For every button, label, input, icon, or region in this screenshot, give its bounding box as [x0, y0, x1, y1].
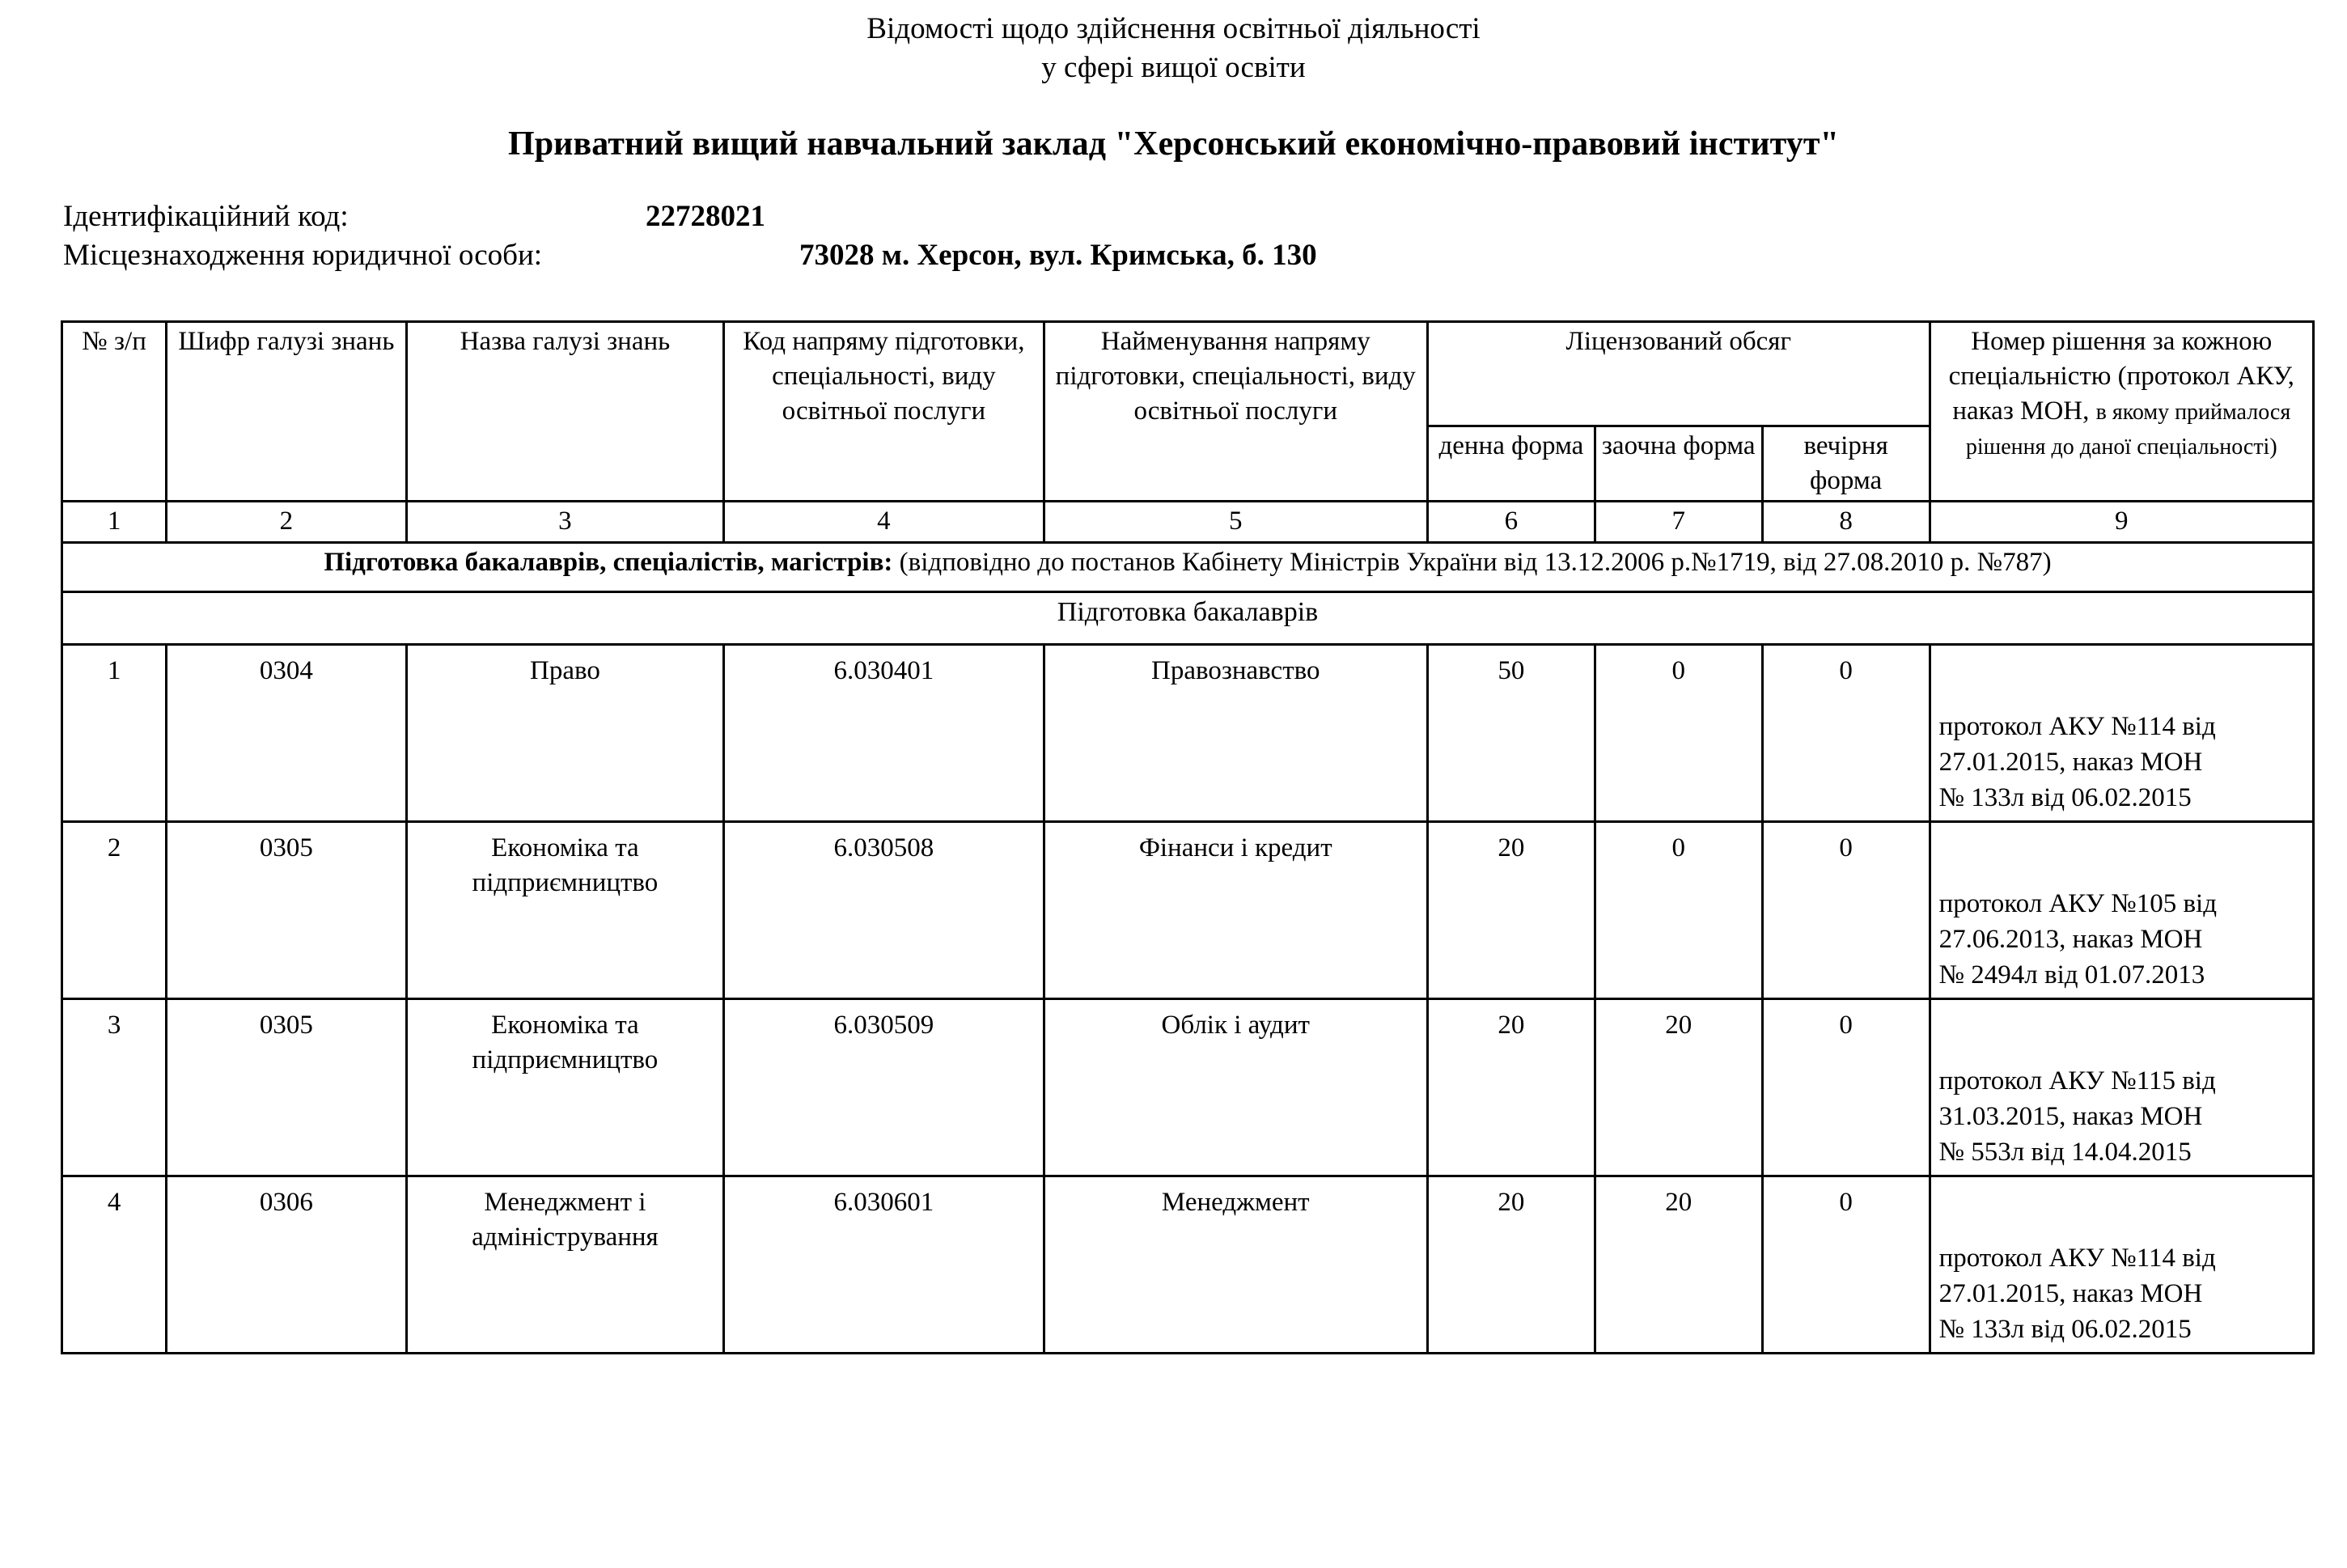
row-number: 3: [62, 999, 167, 1176]
row-program-name: Фінанси і кредит: [1044, 822, 1427, 999]
row-decision-line-1: протокол АКУ №105 від: [1938, 888, 2217, 918]
row-evening-volume: 0: [1762, 999, 1930, 1176]
row-part-time-volume: 0: [1595, 822, 1762, 999]
header-col-field-code: Шифр галузі знань: [167, 322, 406, 502]
row-decision-line-3: № 2494л від 01.07.2013: [1938, 960, 2205, 990]
row-evening-volume: 0: [1762, 1176, 1930, 1354]
header-col-program-code: Код напряму підготовки, спеціальності, виду освітньої послуги: [724, 322, 1044, 502]
row-full-time-volume: 20: [1427, 1176, 1595, 1354]
row-evening-volume: 0: [1762, 645, 1930, 822]
row-field-name: Право: [406, 645, 724, 822]
column-number-7: 7: [1595, 502, 1762, 543]
row-field-code: 0305: [167, 822, 406, 999]
table-row: [62, 999, 2314, 1176]
row-decision-line-1: протокол АКУ №114 від: [1938, 711, 2216, 741]
row-decision: [1930, 1176, 2313, 1354]
row-field-name-line-1: Менеджмент і: [484, 1188, 646, 1218]
header-col-evening: вечірня форма: [1762, 426, 1930, 502]
header-col-decision: [1930, 322, 2313, 502]
row-program-code: 6.030508: [724, 822, 1044, 999]
row-full-time-volume: 20: [1427, 822, 1595, 999]
identification-code-row: [63, 197, 2347, 236]
row-decision: [1930, 645, 2313, 822]
legal-address-label: Місцезнаходження юридичної особи:: [63, 239, 543, 273]
row-field-name-line-1: Економіка та: [491, 1011, 639, 1040]
license-table-head: [62, 322, 2314, 502]
section-note-row: [62, 543, 2314, 592]
column-number-6: 6: [1427, 502, 1595, 543]
header-row-main: [62, 322, 2314, 426]
row-program-name: Менеджмент: [1044, 1176, 1427, 1354]
document-heading: [0, 0, 2347, 87]
row-decision-line-2: 27.01.2015, наказ МОН: [1938, 1278, 2203, 1308]
row-program-code: 6.030601: [724, 1176, 1044, 1354]
legal-address-row: [63, 236, 2347, 275]
column-number-9: 9: [1930, 502, 2313, 543]
row-number: 1: [62, 645, 167, 822]
identification-code-label: Ідентифікаційний код:: [63, 200, 349, 234]
row-field-name-line-1: Економіка та: [491, 833, 639, 863]
row-part-time-volume: 20: [1595, 1176, 1762, 1354]
heading-line-1: Відомості щодо здійснення освітньої діяльності: [866, 12, 1481, 45]
header-decision-main: Номер рішення за кожною спеціальністю (протокол АКУ, наказ МОН,: [1948, 327, 2294, 426]
row-field-code: 0305: [167, 999, 406, 1176]
row-program-code: 6.030509: [724, 999, 1044, 1176]
section-title-row: [62, 592, 2314, 645]
header-col-program-name: Найменування напряму підготовки, спеціальності, виду освітньої послуги: [1044, 322, 1427, 502]
table-row: [62, 1176, 2314, 1354]
row-program-name: Правознавство: [1044, 645, 1427, 822]
institution-title: Приватний вищий навчальний заклад "Херсонський економічно-правовий інститут": [507, 125, 1840, 163]
row-part-time-volume: 0: [1595, 645, 1762, 822]
row-field-name: [406, 999, 724, 1176]
column-number-4: 4: [724, 502, 1044, 543]
row-part-time-volume: 20: [1595, 999, 1762, 1176]
header-col-number: № з/п: [62, 322, 167, 502]
row-field-name-line-2: підприємництво: [472, 868, 659, 898]
row-decision-line-1: протокол АКУ №115 від: [1938, 1066, 2216, 1095]
license-table: [61, 320, 2315, 1354]
header-col-licensed-volume: Ліцензований обсяг: [1427, 322, 1930, 426]
row-decision-line-2: 27.01.2015, наказ МОН: [1938, 747, 2203, 777]
row-decision-line-3: № 133л від 06.02.2015: [1938, 1314, 2192, 1344]
header-decision-small: в якому приймалося рішення до даної спеціальності): [1965, 400, 2291, 460]
section-title-cell: Підготовка бакалаврів: [62, 592, 2314, 645]
table-row: [62, 645, 2314, 822]
row-field-name: [406, 822, 724, 999]
row-field-name-line-2: адміністрування: [472, 1223, 659, 1252]
column-number-3: 3: [406, 502, 724, 543]
row-decision-line-2: 31.03.2015, наказ МОН: [1938, 1101, 2203, 1131]
section-note-bold: Підготовка бакалаврів, спеціалістів, магістрів:: [324, 548, 893, 578]
institution-details: [0, 197, 2347, 275]
row-program-code: 6.030401: [724, 645, 1044, 822]
row-decision-line-1: протокол АКУ №114 від: [1938, 1243, 2216, 1273]
row-field-code: 0306: [167, 1176, 406, 1354]
row-decision-line-3: № 553л від 14.04.2015: [1938, 1137, 2192, 1167]
row-field-name-line-2: підприємництво: [472, 1045, 659, 1075]
row-decision: [1930, 999, 2313, 1176]
column-number-5: 5: [1044, 502, 1427, 543]
section-note-rest: (відповідно до постанов Кабінету Міністрів України від 13.12.2006 р.№1719, від 27.08.2010 р. №787): [892, 548, 2052, 578]
license-table-body: [62, 502, 2314, 1354]
legal-address-value: 73028 м. Херсон, вул. Кримська, б. 130: [799, 239, 1317, 273]
section-note-cell: [62, 543, 2314, 592]
row-field-code: 0304: [167, 645, 406, 822]
header-col-field-name: Назва галузі знань: [406, 322, 724, 502]
row-decision: [1930, 822, 2313, 999]
column-number-8: 8: [1762, 502, 1930, 543]
row-number: 4: [62, 1176, 167, 1354]
license-table-wrapper: [0, 320, 2347, 1354]
table-row: [62, 822, 2314, 999]
column-number-row: [62, 502, 2314, 543]
header-col-full-time: денна форма: [1427, 426, 1595, 502]
column-number-1: 1: [62, 502, 167, 543]
row-program-name: Облік і аудит: [1044, 999, 1427, 1176]
row-decision-line-2: 27.06.2013, наказ МОН: [1938, 924, 2203, 954]
row-full-time-volume: 20: [1427, 999, 1595, 1176]
row-evening-volume: 0: [1762, 822, 1930, 999]
row-field-name: [406, 1176, 724, 1354]
row-full-time-volume: 50: [1427, 645, 1595, 822]
identification-code-value: 22728021: [646, 200, 765, 234]
row-decision-line-3: № 133л від 06.02.2015: [1938, 782, 2192, 812]
heading-line-2: у сфері вищої освіти: [1041, 51, 1306, 85]
column-number-2: 2: [167, 502, 406, 543]
header-col-part-time: заочна форма: [1595, 426, 1762, 502]
row-number: 2: [62, 822, 167, 999]
